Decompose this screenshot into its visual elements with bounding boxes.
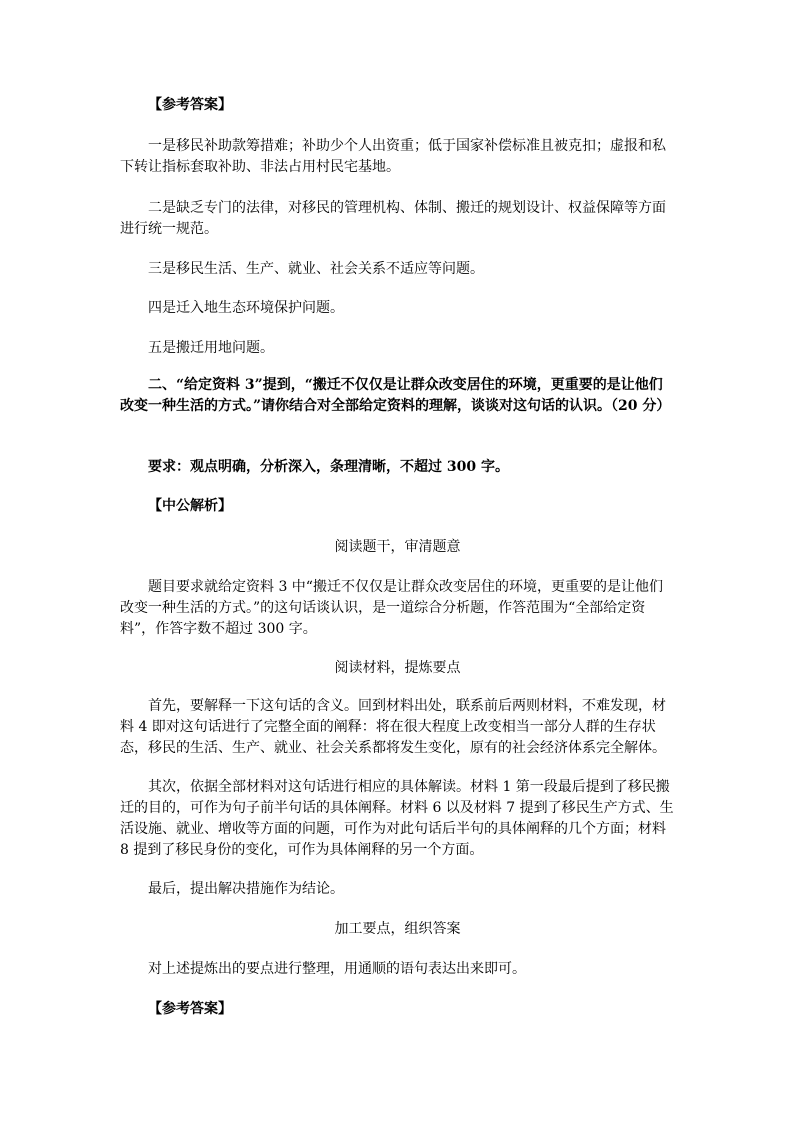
- analysis-step-2-paragraph-3: 最后，提出解决措施作为结论。: [148, 881, 344, 897]
- analysis-heading: 【中公解析】: [148, 498, 232, 514]
- analysis-step-1-title: 阅读题干，审清题意: [334, 539, 461, 555]
- answer-point-1: 一是移民补助款筹措难；补助少个人出资重；低于国家补偿标准且被克扣；虚报和私下转让指标套取补助、非法占用村民宅基地。: [120, 138, 666, 175]
- analysis-step-2-paragraph-2: 其次，依据全部材料对这句话进行相应的具体解读。材料 1 第一段最后提到了移民搬迁的目的，可作为句子前半句话的具体阐释。材料 6 以及材料 7 提到了移民生产方式、生活设施、就业、增收等方面的问题，可作为对此句话后半句的具体阐释的几个方面；材料 8 提到了移民身份的变化，可作为具体阐释的另一个方面。: [120, 779, 674, 858]
- answer-point-3: 三是移民生活、生产、就业、社会关系不适应等问题。: [148, 261, 484, 277]
- answer-point-4: 四是迁入地生态环境保护问题。: [148, 300, 344, 316]
- analysis-step-3-title: 加工要点，组织答案: [334, 921, 461, 937]
- answer-heading-1: 【参考答案】: [148, 97, 232, 113]
- analysis-step-1-text: 题目要求就给定资料 3 中“搬迁不仅仅是让群众改变居住的环境，更重要的是让他们改变一种生活的方式。”的这句话谈认识，是一道综合分析题，作答范围为“全部给定资料”，作答字数不超过 300 字。: [120, 579, 663, 637]
- analysis-step-2-title: 阅读材料，提炼要点: [334, 660, 461, 676]
- analysis-step-3-text: 对上述提炼出的要点进行整理，用通顺的语句表达出来即可。: [148, 961, 526, 977]
- question-2-requirement: 要求：观点明确，分析深入，条理清晰，不超过 300 字。: [148, 459, 509, 475]
- answer-point-2: 二是缺乏专门的法律，对移民的管理机构、体制、搬迁的规划设计、权益保障等方面进行统一规范。: [120, 200, 666, 237]
- question-2-title: 二、“给定资料 3”提到，“搬迁不仅仅是让群众改变居住的环境，更重要的是让他们改变一种生活的方式。”请你结合对全部给定资料的理解，谈谈对这句话的认识。（20 分）: [120, 377, 671, 414]
- answer-heading-2: 【参考答案】: [148, 1001, 232, 1017]
- analysis-step-2-paragraph-1: 首先，要解释一下这句话的含义。回到材料出处，联系前后两则材料，不难发现，材料 4 即对这句话进行了完整全面的阐释：将在很大程度上改变相当一部分人群的生存状态，移民的生活、生产、就业、社会关系都将发生变化，原有的社会经济体系完全解体。: [120, 698, 666, 756]
- answer-point-5: 五是搬迁用地问题。: [148, 340, 274, 356]
